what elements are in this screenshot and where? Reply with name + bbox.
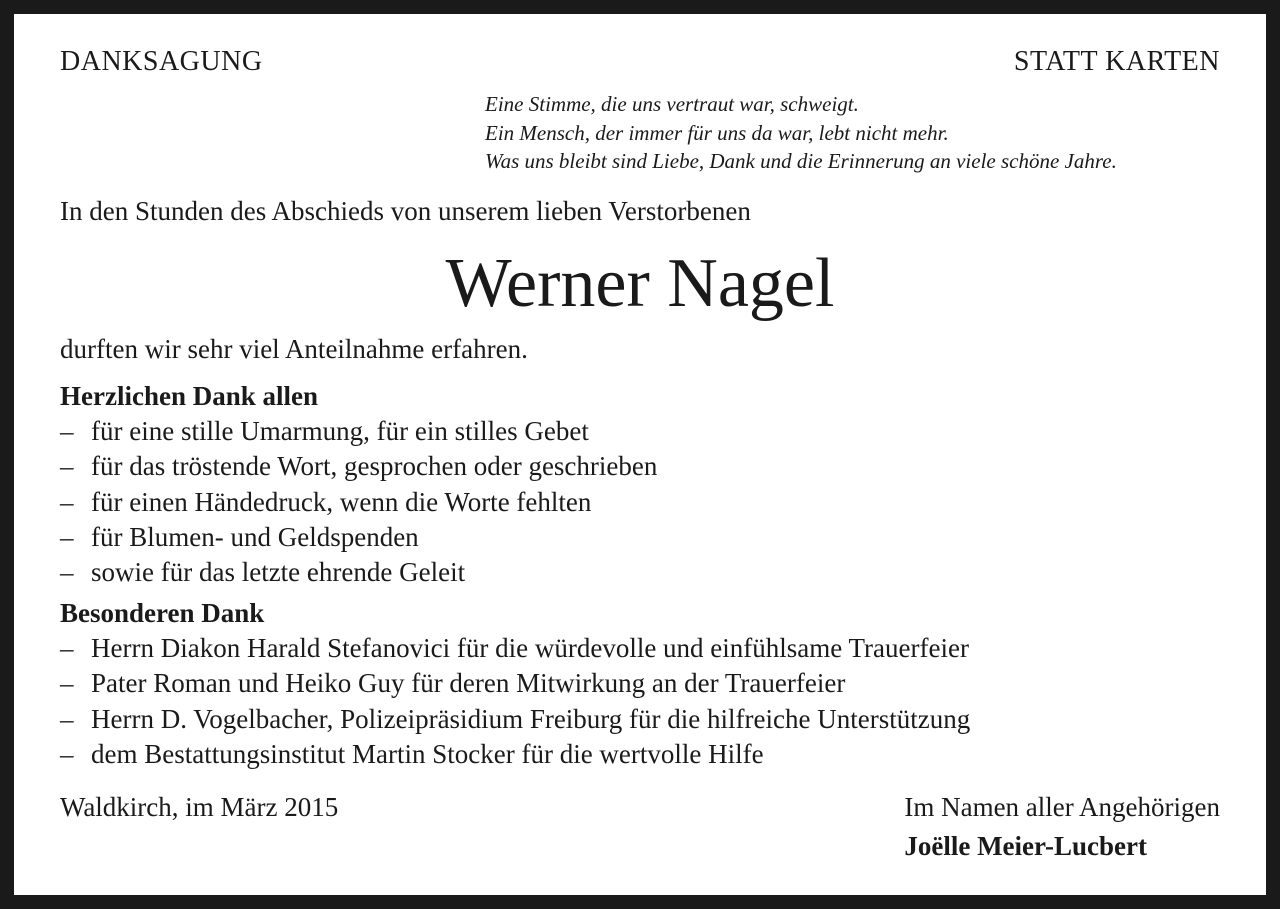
list-item: – Pater Roman und Heiko Guy für deren Mitwirkung an der Trauerfeier <box>60 666 970 701</box>
obituary-notice <box>14 14 1266 895</box>
list-item: – für das tröstende Wort, gesprochen oder geschrieben <box>60 449 657 484</box>
list-item: – für einen Händedruck, wenn die Worte fehlten <box>60 485 657 520</box>
list-item: – Herrn Diakon Harald Stefanovici für die würdevolle und einfühlsame Trauerfeier <box>60 631 970 666</box>
intro-text: In den Stunden des Abschieds von unserem lieben Verstorbenen <box>60 196 751 226</box>
list-item: – für eine stille Umarmung, für ein stilles Gebet <box>60 414 657 449</box>
dash-bullet: – <box>60 668 74 699</box>
list-item: – für Blumen- und Geldspenden <box>60 520 657 555</box>
dash-bullet: – <box>60 521 74 552</box>
dash-bullet: – <box>60 557 74 588</box>
thanks-all-heading: Herzlichen Dank allen <box>60 381 318 411</box>
on-behalf-text: Im Namen aller Angehörigen <box>904 792 1220 822</box>
dash-bullet: – <box>60 633 74 664</box>
dash-bullet: – <box>60 703 74 734</box>
thanks-special-section <box>60 596 970 772</box>
thanks-all-section <box>60 379 657 590</box>
poem-line: Was uns bleibt sind Liebe, Dank und die Erinnerung an viele schöne Jahre. <box>485 149 1117 173</box>
list-item: – Herrn D. Vogelbacher, Polizeipräsidium Freiburg für die hilfreiche Unterstützung <box>60 702 970 737</box>
list-item: – sowie für das letzte ehrende Geleit <box>60 555 657 590</box>
dash-bullet: – <box>60 451 74 482</box>
dash-bullet: – <box>60 738 74 769</box>
header-statt-karten: STATT KARTEN <box>1013 46 1220 77</box>
poem <box>485 90 1117 176</box>
deceased-name: Werner Nagel <box>445 245 835 322</box>
poem-line: Eine Stimme, die uns vertraut war, schweigt. <box>485 92 859 116</box>
header-danksagung: DANKSAGUNG <box>60 46 263 77</box>
list-item: – dem Bestattungsinstitut Martin Stocker für die wertvolle Hilfe <box>60 737 970 772</box>
dash-bullet: – <box>60 416 74 447</box>
place-date: Waldkirch, im März 2015 <box>60 792 339 822</box>
signer-name: Joëlle Meier-Lucbert <box>904 831 1147 861</box>
after-name-text: durften wir sehr viel Anteilnahme erfahren. <box>60 334 528 364</box>
signature-block <box>904 792 1220 862</box>
poem-line: Ein Mensch, der immer für uns da war, lebt nicht mehr. <box>485 120 949 145</box>
dash-bullet: – <box>60 486 74 517</box>
thanks-special-heading: Besonderen Dank <box>60 598 265 628</box>
